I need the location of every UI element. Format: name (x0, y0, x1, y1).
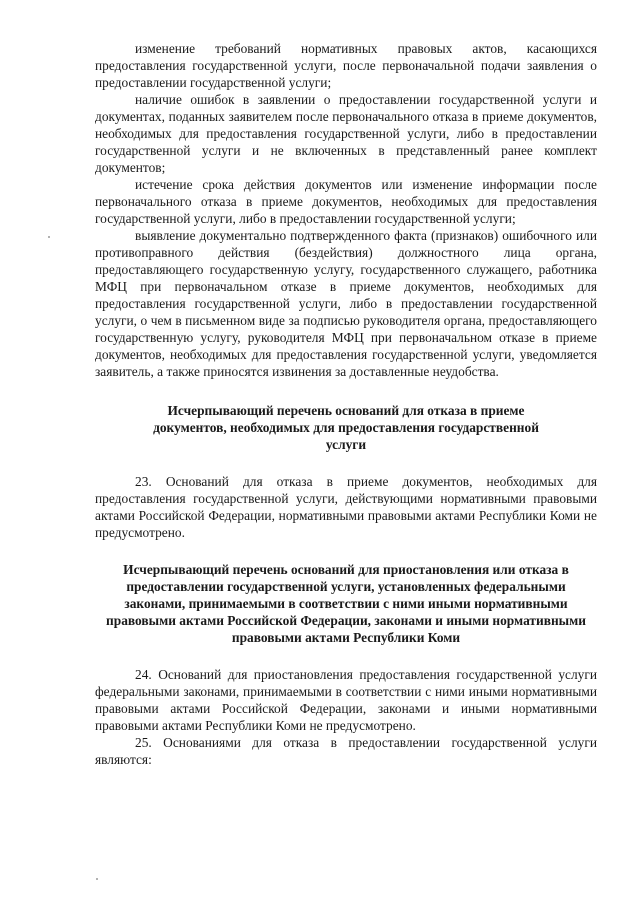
scan-speck (96, 878, 98, 880)
paragraph-documents-expired: истечение срока действия документов или изменение информации после первоначального отказа в приеме документов, необходимых для предоставления государственной услуги, либо в предоставлении государственной услуги; (95, 177, 597, 226)
document-body (95, 40, 597, 768)
paragraph-errors-in-application: наличие ошибок в заявлении о предоставлении государственной услуги и документах, поданных заявителем после первоначального отказа в приеме документов, необходимых для предоставления государственной услуги, либо в предоставлении государственной услуги и не включенных в представленный ранее комплект документов; (95, 92, 597, 175)
paragraph-25: 25. Основаниями для отказа в предоставлении государственной услуги являются: (95, 735, 597, 767)
scan-speck (48, 236, 50, 238)
paragraph-24: 24. Оснований для приостановления предоставления государственной услуги федеральными законами, принимаемыми в соответствии с ними иными нормативными правовыми актами Российской Федерации, законами и иными нормативными правовыми актами Республики Коми не предусмотрено. (95, 667, 597, 733)
paragraph-23: 23. Оснований для отказа в приеме документов, необходимых для предоставления государственной услуги, действующими нормативными правовыми актами Российской Федерации, нормативными правовыми актами Республики Коми не предусмотрено. (95, 474, 597, 540)
paragraph-requirements-change: изменение требований нормативных правовых актов, касающихся предоставления государственной услуги, после первоначальной подачи заявления о предоставлении государственной услуги; (95, 41, 597, 90)
paragraph-wrongful-action: выявление документально подтвержденного факта (признаков) ошибочного или противоправного действия (бездействия) должностного лица органа, предоставляющего государственную услугу, государственного служащего, работника МФЦ при первоначальном отказе в приеме документов, необходимых для предоставления государственной услуги, либо в предоставлении государственной услуги, о чем в письменном виде за подписью руководителя органа, предоставляющего государственную услугу, руководителя МФЦ при первоначальном отказе в приеме документов, необходимых для предоставления государственной услуги, уведомляется заявитель, а также приносятся извинения за доставленные неудобства. (95, 228, 597, 379)
section-heading-refusal-grounds: Исчерпывающий перечень оснований для отказа в приеме документов, необходимых для предоставления государственной услуги (153, 403, 539, 452)
section-heading-suspension-grounds: Исчерпывающий перечень оснований для приостановления или отказа в предоставлении государственной услуги, установленных федеральными законами, принимаемыми в соответствии с ними иными нормативными правовыми актами Российской Федерации, законами и иными нормативными правовыми актами Республики Коми (106, 562, 586, 645)
